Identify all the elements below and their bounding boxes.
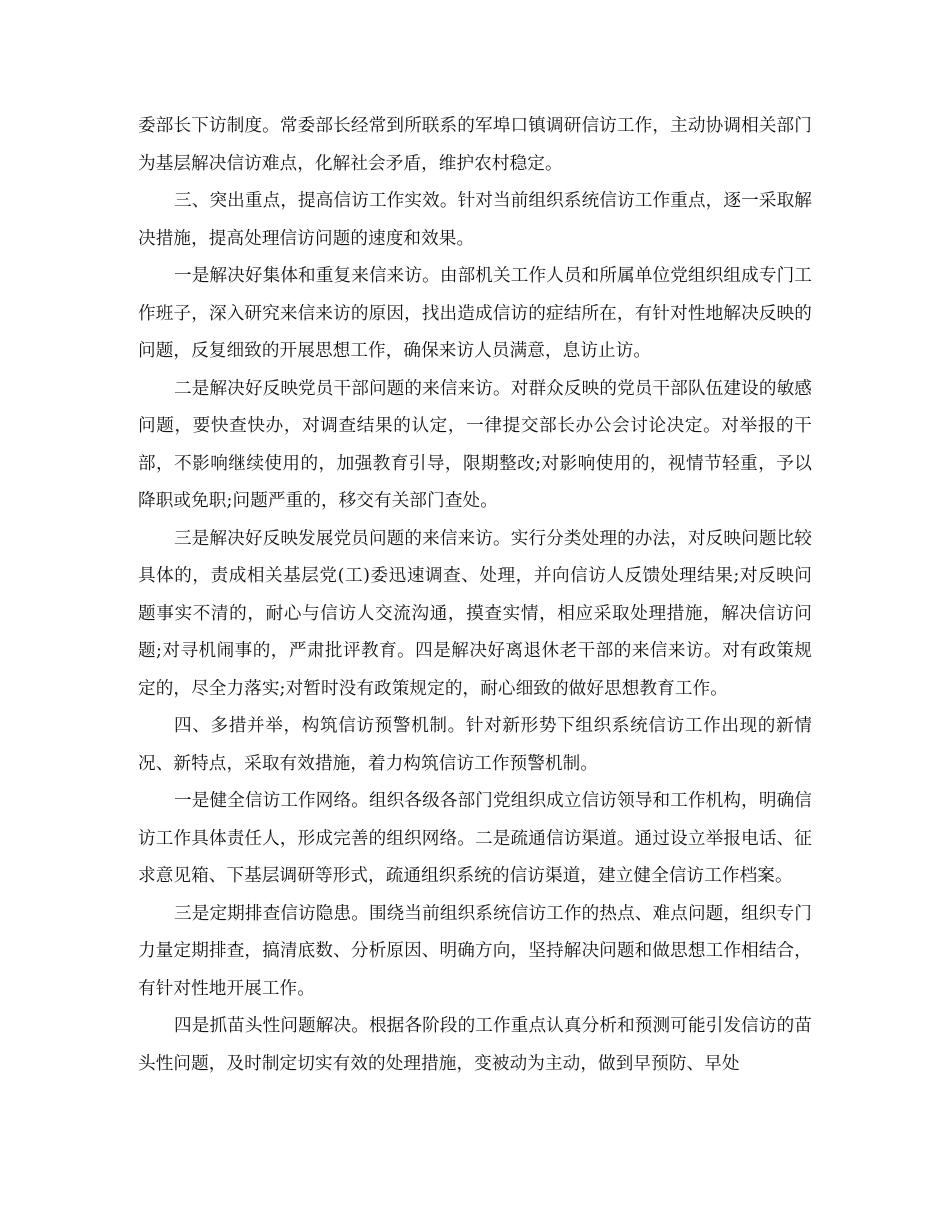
paragraph-6: 四、多措并举，构筑信访预警机制。针对新形势下组织系统信访工作出现的新情况、新特点，采取有效措施，着力构筑信访工作预警机制。: [138, 716, 812, 774]
paragraph-1: 委部长下访制度。常委部长经常到所联系的军埠口镇调研信访工作，主动协调相关部门为基层解决信访难点，化解社会矛盾，维护农村稳定。: [138, 116, 812, 174]
paragraph-7: 一是健全信访工作网络。组织各级各部门党组织成立信访领导和工作机构，明确信访工作具体责任人，形成完善的组织网络。二是疏通信访渠道。通过设立举报电话、征求意见箱、下基层调研等形式，疏通组织系统的信访渠道，建立健全信访工作档案。: [138, 791, 812, 886]
paragraph-9: 四是抓苗头性问题解决。根据各阶段的工作重点认真分析和预测可能引发信访的苗头性问题，及时制定切实有效的处理措施，变被动为主动，做到早预防、早处: [138, 1016, 812, 1074]
paragraph-5: 三是解决好反映发展党员问题的来信来访。实行分类处理的办法，对反映问题比较具体的，责成相关基层党(工)委迅速调查、处理，并向信访人反馈处理结果;对反映问题事实不清的，耐心与信访人交流沟通，摸查实情，相应采取处理措施，解决信访问题;对寻机闹事的，严肃批评教育。四是解决好离退休老干部的来信来访。对有政策规定的，尽全力落实;对暂时没有政策规定的，耐心细致的做好思想教育工作。: [138, 528, 812, 699]
document-body: [138, 108, 812, 1083]
paragraph-4: 二是解决好反映党员干部问题的来信来访。对群众反映的党员干部队伍建设的敏感问题，要快查快办，对调查结果的认定，一律提交部长办公会讨论决定。对举报的干部，不影响继续使用的，加强教育引导，限期整改;对影响使用的，视情节轻重，予以降职或免职;问题严重的，移交有关部门查处。: [138, 378, 812, 511]
paragraph-2: 三、突出重点，提高信访工作实效。针对当前组织系统信访工作重点，逐一采取解决措施，提高处理信访问题的速度和效果。: [138, 191, 812, 249]
paragraph-3: 一是解决好集体和重复来信来访。由部机关工作人员和所属单位党组织组成专门工作班子，深入研究来信来访的原因，找出造成信访的症结所在，有针对性地解决反映的问题，反复细致的开展思想工作，确保来访人员满意，息访止访。: [138, 266, 812, 361]
paragraph-8: 三是定期排查信访隐患。围绕当前组织系统信访工作的热点、难点问题，组织专门力量定期排查，搞清底数、分析原因、明确方向，坚持解决问题和做思想工作相结合，有针对性地开展工作。: [138, 903, 812, 999]
